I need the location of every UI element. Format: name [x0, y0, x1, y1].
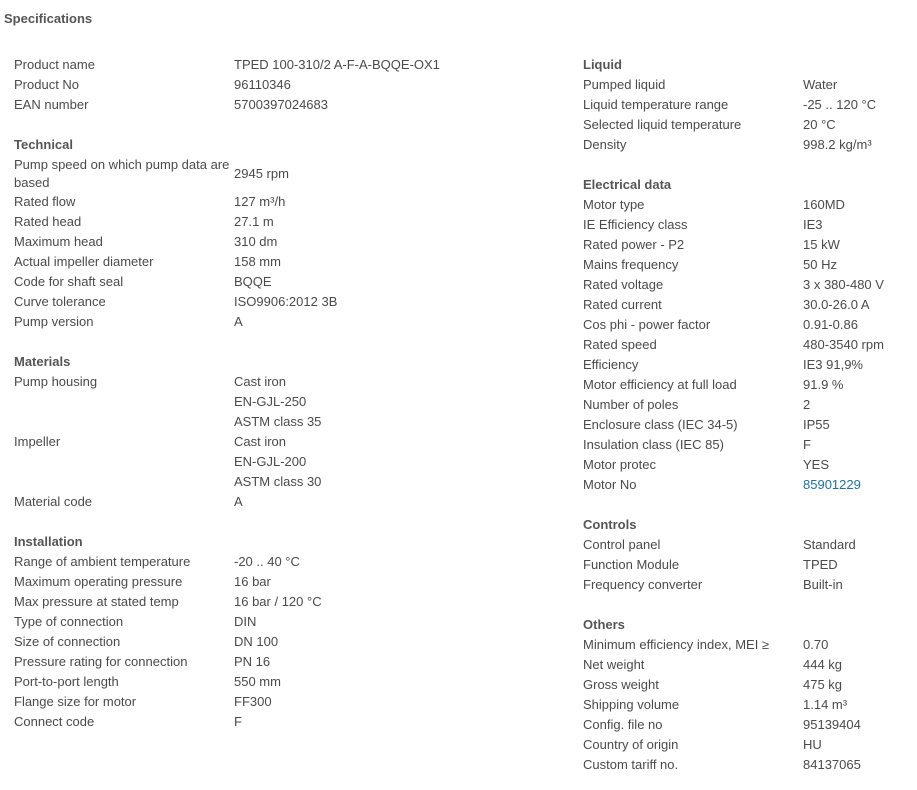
- spec-value: [803, 295, 870, 315]
- spec-row: [583, 195, 913, 215]
- spec-label: Cos phi - power factor: [583, 317, 711, 332]
- spec-row: [583, 435, 913, 455]
- section-title: Liquid: [583, 57, 622, 72]
- spec-value-line: IE3: [803, 217, 823, 232]
- section-title: Materials: [14, 354, 71, 369]
- spec-value: [803, 415, 830, 435]
- spec-value: [803, 755, 861, 775]
- spec-value-line: EN-GJL-200: [234, 454, 307, 469]
- spec-label: Mains frequency: [583, 257, 679, 272]
- spec-value-line: 95139404: [803, 717, 861, 732]
- spec-value-line: -20 .. 40 °C: [234, 554, 300, 569]
- spec-value-line: 0.70: [803, 637, 829, 652]
- section-title: Electrical data: [583, 177, 672, 192]
- spec-row: [583, 295, 913, 315]
- section-liquid: [583, 55, 913, 155]
- spec-row: [583, 735, 913, 755]
- spec-value-line: F: [234, 714, 242, 729]
- spec-value-line: DN 100: [234, 634, 279, 649]
- spec-row: [14, 632, 574, 652]
- spec-value[interactable]: [803, 475, 861, 495]
- section-title: Technical: [14, 137, 74, 152]
- spec-row: [583, 255, 913, 275]
- spec-row: [583, 275, 913, 295]
- spec-value-line: 3 x 380-480 V: [803, 277, 884, 292]
- spec-label: Product No: [14, 77, 80, 92]
- spec-value: [803, 535, 856, 555]
- spec-row: [583, 315, 913, 335]
- spec-value: [234, 55, 440, 75]
- spec-label: Rated voltage: [583, 277, 664, 292]
- spec-row: [14, 292, 574, 312]
- spec-row: [14, 672, 574, 692]
- spec-row: [14, 372, 574, 432]
- spec-row: [583, 355, 913, 375]
- spec-label: Maximum head: [14, 234, 103, 249]
- spec-label: Shipping volume: [583, 697, 680, 712]
- spec-value-line: 15 kW: [803, 237, 840, 252]
- spec-value: [803, 275, 884, 295]
- spec-label: Rated speed: [583, 337, 657, 352]
- spec-value: [234, 712, 242, 732]
- spec-value: [234, 192, 285, 212]
- spec-value: [803, 375, 843, 395]
- spec-label: Rated current: [583, 297, 662, 312]
- spec-value: [803, 215, 823, 235]
- spec-value-line: ISO9906:2012 3B: [234, 294, 338, 309]
- spec-value: [803, 575, 843, 595]
- spec-label: Rated head: [14, 214, 82, 229]
- spec-row: [583, 675, 913, 695]
- spec-value: [234, 252, 281, 272]
- section-technical: [14, 135, 574, 332]
- spec-value-line: 84137065: [803, 757, 861, 772]
- spec-row: [583, 335, 913, 355]
- spec-value: [234, 95, 328, 115]
- spec-row: [583, 535, 913, 555]
- spec-value-line: YES: [803, 457, 830, 472]
- spec-label: Function Module: [583, 557, 680, 572]
- section-installation: [14, 532, 574, 732]
- spec-value-line: 91.9 %: [803, 377, 844, 392]
- spec-value-line: 27.1 m: [234, 214, 274, 229]
- spec-value-line: 2: [803, 397, 811, 412]
- spec-value: [234, 672, 281, 692]
- spec-label: Flange size for motor: [14, 694, 137, 709]
- spec-value: [803, 135, 872, 155]
- spec-value: [234, 272, 272, 292]
- spec-row: [14, 692, 574, 712]
- spec-row: [14, 155, 574, 192]
- spec-value: [803, 455, 829, 475]
- spec-value: [803, 255, 837, 275]
- spec-value-line: 127 m³/h: [234, 194, 286, 209]
- spec-label: Selected liquid temperature: [583, 117, 742, 132]
- spec-label: Material code: [14, 494, 93, 509]
- section-materials: [14, 352, 574, 512]
- spec-value-line: 50 Hz: [803, 257, 837, 272]
- spec-value: [234, 292, 337, 312]
- spec-label: Product name: [14, 57, 95, 72]
- spec-value: [234, 212, 274, 232]
- spec-value-line: IP55: [803, 417, 830, 432]
- spec-row: [14, 272, 574, 292]
- spec-label: Motor efficiency at full load: [583, 377, 737, 392]
- spec-row: [583, 715, 913, 735]
- spec-row: [14, 252, 574, 272]
- spec-value: [803, 655, 842, 675]
- spec-value: [234, 652, 270, 672]
- spec-row: [583, 555, 913, 575]
- spec-value-line: 550 mm: [234, 674, 281, 689]
- spec-value-line: 20 °C: [803, 117, 836, 132]
- spec-value-line: PN 16: [234, 654, 271, 669]
- spec-label: Rated flow: [14, 194, 76, 209]
- spec-label: Enclosure class (IEC 34-5): [583, 417, 738, 432]
- spec-row: [583, 655, 913, 675]
- spec-label: Maximum operating pressure: [14, 574, 183, 589]
- spec-label: Net weight: [583, 657, 645, 672]
- spec-label: Pump housing: [14, 374, 98, 389]
- spec-label: Connect code: [14, 714, 95, 729]
- spec-row: [14, 572, 574, 592]
- spec-value: [803, 555, 838, 575]
- spec-value-line: TPED 100-310/2 A-F-A-BQQE-OX1: [234, 57, 440, 72]
- spec-label: Gross weight: [583, 677, 659, 692]
- spec-label: Motor type: [583, 197, 645, 212]
- spec-value-line: FF300: [234, 694, 272, 709]
- spec-label: Liquid temperature range: [583, 97, 729, 112]
- spec-value: [234, 75, 291, 95]
- spec-label: Port-to-port length: [14, 674, 119, 689]
- spec-row: [14, 55, 574, 75]
- spec-value-line: Cast iron: [234, 374, 287, 389]
- spec-value: [234, 372, 321, 432]
- spec-value: [803, 235, 840, 255]
- spec-value: [234, 232, 277, 252]
- spec-value: [234, 164, 289, 184]
- spec-row: [583, 95, 913, 115]
- spec-label: Pumped liquid: [583, 77, 666, 92]
- spec-row: [583, 75, 913, 95]
- section-title: Installation: [14, 534, 83, 549]
- spec-value: [234, 572, 271, 592]
- spec-value-line: ASTM class 35: [234, 414, 322, 429]
- spec-value-line: -25 .. 120 °C: [803, 97, 877, 112]
- spec-value-line: HU: [803, 737, 822, 752]
- spec-row: [14, 712, 574, 732]
- spec-row: [14, 75, 574, 95]
- spec-row: [583, 135, 913, 155]
- spec-label: Impeller: [14, 434, 61, 449]
- spec-label: Rated power - P2: [583, 237, 685, 252]
- spec-value: [234, 612, 256, 632]
- section-others: [583, 615, 913, 775]
- spec-row: [14, 652, 574, 672]
- spec-value: [234, 632, 278, 652]
- spec-row: [14, 432, 574, 492]
- spec-label: Motor protec: [583, 457, 656, 472]
- spec-value: [234, 432, 321, 492]
- spec-row: [583, 755, 913, 775]
- spec-row: [583, 635, 913, 655]
- spec-label: IE Efficiency class: [583, 217, 688, 232]
- spec-value: [234, 552, 300, 572]
- spec-value-line: 5700397024683: [234, 97, 328, 112]
- spec-value-line: DIN: [234, 614, 257, 629]
- spec-label: Insulation class (IEC 85): [583, 437, 724, 452]
- section-general: [14, 55, 574, 115]
- spec-value: [803, 635, 828, 655]
- spec-value-line: Water: [803, 77, 838, 92]
- spec-value: [803, 675, 842, 695]
- spec-value: [803, 695, 847, 715]
- spec-value-line: 0.91-0.86: [803, 317, 858, 332]
- spec-value-line: ASTM class 30: [234, 474, 322, 489]
- spec-value: [803, 335, 884, 355]
- motor-no-link[interactable]: 85901229: [803, 477, 861, 492]
- spec-row: [14, 492, 574, 512]
- spec-row: [583, 215, 913, 235]
- spec-value: [803, 315, 858, 335]
- page-title: Specifications: [4, 11, 93, 26]
- spec-value-line: Cast iron: [234, 434, 287, 449]
- spec-label: Motor No: [583, 477, 637, 492]
- spec-value-line: 1.14 m³: [803, 697, 848, 712]
- right-column: [583, 55, 913, 775]
- spec-row: [14, 95, 574, 115]
- spec-value-line: A: [234, 494, 243, 509]
- spec-row: [14, 192, 574, 212]
- spec-label: Size of connection: [14, 634, 121, 649]
- spec-row: [583, 415, 913, 435]
- spec-value-line: 444 kg: [803, 657, 843, 672]
- spec-row: [14, 232, 574, 252]
- section-title: Others: [583, 617, 625, 632]
- spec-value: [234, 492, 243, 512]
- spec-value-line: 310 dm: [234, 234, 278, 249]
- spec-label: EAN number: [14, 97, 89, 112]
- spec-label: Code for shaft seal: [14, 274, 124, 289]
- spec-value-line: 475 kg: [803, 677, 843, 692]
- spec-value-line: 480-3540 rpm: [803, 337, 884, 352]
- spec-value: [803, 95, 876, 115]
- spec-value: [234, 592, 322, 612]
- spec-label: Minimum efficiency index, MEI ≥: [583, 637, 770, 652]
- spec-row: [583, 575, 913, 595]
- spec-label: Pump speed on which pump data are based: [14, 157, 230, 190]
- spec-value: [803, 395, 810, 415]
- spec-value-line: 30.0-26.0 A: [803, 297, 870, 312]
- spec-row: [14, 312, 574, 332]
- spec-label: Control panel: [583, 537, 661, 552]
- spec-value-line: BQQE: [234, 274, 272, 289]
- spec-value-line: F: [803, 437, 811, 452]
- spec-value-line: 160MD: [803, 197, 845, 212]
- spec-value-line: 998.2 kg/m³: [803, 137, 872, 152]
- spec-value: [234, 692, 272, 712]
- spec-row: [14, 612, 574, 632]
- spec-value: [803, 435, 811, 455]
- spec-row: [14, 592, 574, 612]
- spec-row: [14, 552, 574, 572]
- spec-value-line: A: [234, 314, 243, 329]
- spec-value: [803, 195, 845, 215]
- section-controls: [583, 515, 913, 595]
- spec-label: Curve tolerance: [14, 294, 106, 309]
- spec-row: [583, 455, 913, 475]
- left-column: [14, 55, 574, 732]
- spec-label: Range of ambient temperature: [14, 554, 191, 569]
- spec-label: Custom tariff no.: [583, 757, 679, 772]
- spec-label: Pump version: [14, 314, 94, 329]
- spec-row: [583, 115, 913, 135]
- spec-row: [583, 235, 913, 255]
- spec-label: Type of connection: [14, 614, 124, 629]
- spec-value-line: Built-in: [803, 577, 843, 592]
- spec-value: [803, 715, 861, 735]
- spec-value: [803, 115, 836, 135]
- spec-row: [583, 695, 913, 715]
- spec-value: [803, 355, 863, 375]
- spec-value-line: Standard: [803, 537, 856, 552]
- spec-value: [803, 735, 822, 755]
- spec-label: Frequency converter: [583, 577, 703, 592]
- spec-label: Pressure rating for connection: [14, 654, 188, 669]
- spec-value-line: 16 bar: [234, 574, 271, 589]
- spec-value-line: 2945 rpm: [234, 165, 289, 181]
- spec-value: [234, 312, 243, 332]
- spec-row: [14, 212, 574, 232]
- spec-row: [583, 475, 913, 495]
- spec-label: Actual impeller diameter: [14, 254, 154, 269]
- spec-row: [583, 395, 913, 415]
- spec-label: Country of origin: [583, 737, 679, 752]
- spec-value-line: 16 bar / 120 °C: [234, 594, 322, 609]
- spec-value-line: TPED: [803, 557, 838, 572]
- section-title: Controls: [583, 517, 637, 532]
- section-electrical-data: [583, 175, 913, 495]
- spec-label: Config. file no: [583, 717, 663, 732]
- spec-value: [803, 75, 837, 95]
- spec-value-line: EN-GJL-250: [234, 394, 307, 409]
- spec-value-line: 158 mm: [234, 254, 281, 269]
- spec-label: Max pressure at stated temp: [14, 594, 179, 609]
- spec-value-line: IE3 91,9%: [803, 357, 863, 372]
- spec-label: Efficiency: [583, 357, 639, 372]
- spec-label: Density: [583, 137, 627, 152]
- spec-label: Number of poles: [583, 397, 679, 412]
- spec-row: [583, 375, 913, 395]
- spec-value-line: 96110346: [234, 77, 291, 92]
